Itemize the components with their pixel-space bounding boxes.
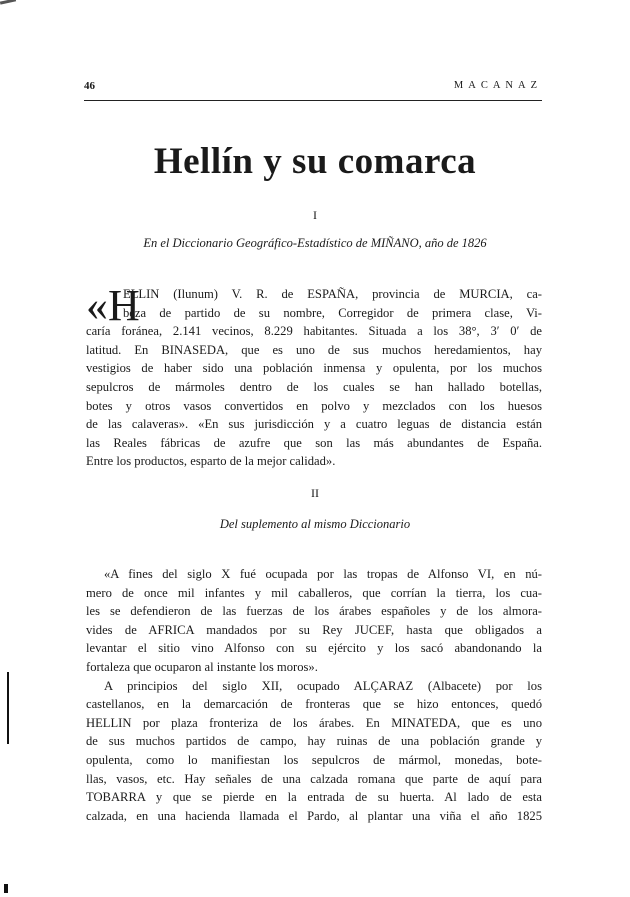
text-line: Entre los productos, esparto de la mejor calidad». bbox=[86, 454, 336, 469]
text-line: beza de partido de su nombre, Corregidor de primera clase, Vi- bbox=[123, 305, 542, 320]
text-line: de las calaveras». «En sus jurisdicción y a cuatro leguas de distancia están bbox=[86, 417, 542, 432]
text-line: A principios del siglo XII, ocupado ALÇARAZ (Albacete) por los bbox=[104, 678, 542, 693]
text-line: TOBARRA y que se pierde en la entrada de su huerta. Al lado de esta bbox=[86, 790, 542, 805]
text-line: levantar el sitio vino Alfonso con su ejército y los sacó abandonando la bbox=[86, 641, 542, 656]
text-line: botes y otros vasos convertidos en polvo y mezclados con los huesos bbox=[86, 398, 542, 413]
text-line: de sus muchos partidos de campo, hay ruinas de una población grande y bbox=[86, 734, 542, 749]
text-line: castellanos, en la demarcación de fronteras que se hizo entonces, quedó bbox=[86, 697, 542, 712]
drop-cap: «H bbox=[86, 281, 140, 330]
dropcap-paragraph bbox=[86, 281, 542, 471]
text-line: sepulcros de mármoles dentro de los cuales se han hallado botellas, bbox=[86, 379, 542, 394]
paragraph-2 bbox=[86, 677, 542, 826]
text-line: «A fines del siglo X fué ocupada por las tropas de Alfonso VI, en nú- bbox=[104, 567, 542, 581]
text-line: opulenta, como lo manifiestan los sepulcros de mármol, monedas, bote- bbox=[86, 752, 542, 767]
chapter-title: Hellín y su comarca bbox=[153, 141, 477, 182]
text-line: las Reales fábricas de azufre que son las más abundantes de España. bbox=[86, 435, 542, 450]
text-line: vestigios de haber sido una población inmensa y opulenta, por los muchos bbox=[86, 361, 542, 376]
page-number: 46 bbox=[84, 80, 95, 92]
text-line: latitud. En BINASEDA, que es uno de sus muchos heredamientos, hay bbox=[86, 342, 542, 357]
section-numeral-2: II bbox=[311, 486, 319, 500]
text-line: caría foránea, 2.141 vecinos, 8.229 habitantes. Situada a los 38°, 3′ 0′ de bbox=[86, 324, 542, 339]
margin-scan-mark bbox=[7, 672, 9, 744]
text-line: mero de once mil infantes y mil caballeros, que corrían la tierra, los cua- bbox=[86, 585, 542, 600]
text-line: vides de AFRICA mandados por su Rey JUCEF, hasta que obligados a bbox=[86, 622, 542, 637]
text-line: les se defendieron de las fuerzas de los árabes españoles y de los almora- bbox=[86, 604, 542, 619]
text-line: llas, vasos, etc. Hay señales de una calzada romana que parte de aquí para bbox=[86, 771, 542, 786]
section-numeral-1: I bbox=[313, 208, 317, 222]
section-2-body bbox=[86, 565, 542, 825]
section-1-body bbox=[86, 281, 542, 471]
text-line: HELLIN por plaza fronteriza de los árabes. En MINATEDA, que es uno bbox=[86, 715, 542, 730]
text-line: calzada, en una hacienda llamada el Pardo, al plantar una viña el año 1825 bbox=[86, 808, 542, 823]
text-line: ELLIN (Ilunum) V. R. de ESPAÑA, provincia de MURCIA, ca- bbox=[123, 287, 542, 301]
text-line: fortaleza que ocuparon al instante los moros». bbox=[86, 659, 318, 674]
running-head: MACANAZ bbox=[453, 80, 542, 91]
print-smudge bbox=[0, 0, 16, 5]
section-subtitle-1: En el Diccionario Geográfico-Estadístico de MIÑANO, año de 1826 bbox=[143, 236, 487, 250]
page-header bbox=[84, 80, 542, 101]
section-subtitle-2: Del suplemento al mismo Diccionario bbox=[219, 517, 411, 531]
paragraph-1 bbox=[86, 565, 542, 677]
scan-dot bbox=[4, 884, 8, 893]
